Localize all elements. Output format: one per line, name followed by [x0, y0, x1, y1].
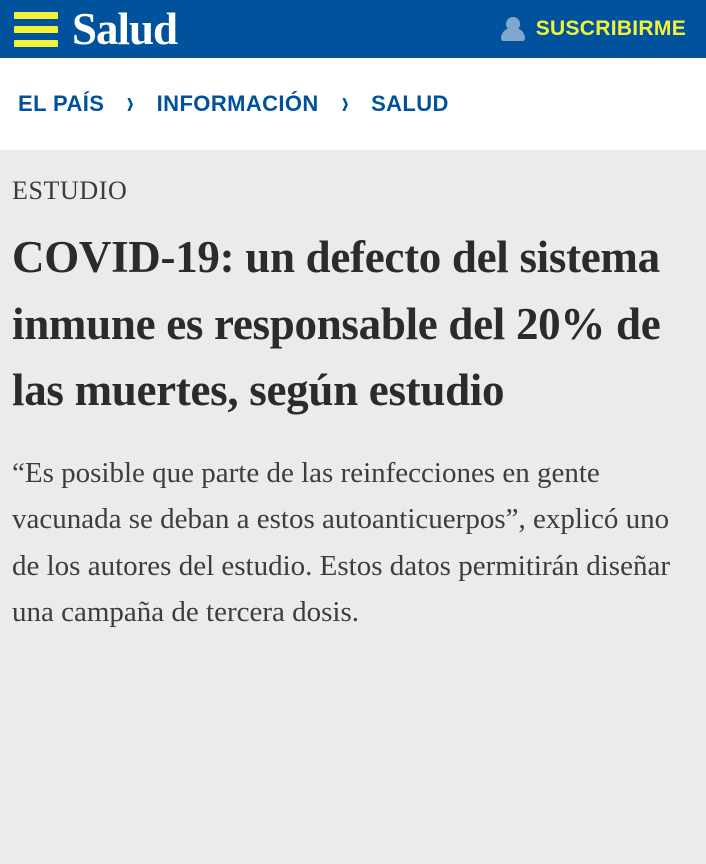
article-container	[0, 150, 706, 864]
article-standfirst: “Es posible que parte de las reinfecciones en gente vacunada se deban a estos autoanticuerpos”, explicó uno de los autores del estudio. Estos datos permitirán diseñar una campaña de tercera dosis.	[12, 456, 670, 628]
site-header	[0, 0, 706, 58]
subscribe-label: SUSCRIBIRME	[535, 17, 686, 40]
user-icon-body	[501, 28, 525, 41]
chevron-right-icon-2: ›	[341, 83, 349, 122]
breadcrumb-item-informacion[interactable]: INFORMACIÓN	[156, 90, 319, 116]
article-headline: COVID-19: un defecto del sistema inmune es responsable del 20% de las muertes, según estudio	[12, 232, 661, 416]
article-kicker: ESTUDIO	[12, 176, 128, 205]
hamburger-bar-1	[14, 12, 58, 19]
subscribe-button[interactable]	[500, 15, 692, 43]
breadcrumb	[0, 58, 706, 150]
hamburger-bar-3	[14, 40, 58, 47]
hamburger-menu-icon[interactable]	[14, 12, 58, 47]
user-icon	[500, 15, 526, 43]
breadcrumb-item-salud[interactable]: SALUD	[371, 90, 449, 116]
hamburger-bar-2	[14, 26, 58, 33]
site-brand-title[interactable]: Salud	[72, 3, 178, 54]
chevron-right-icon-1: ›	[126, 83, 135, 122]
breadcrumb-item-el-pais[interactable]: EL PAÍS	[18, 90, 105, 116]
